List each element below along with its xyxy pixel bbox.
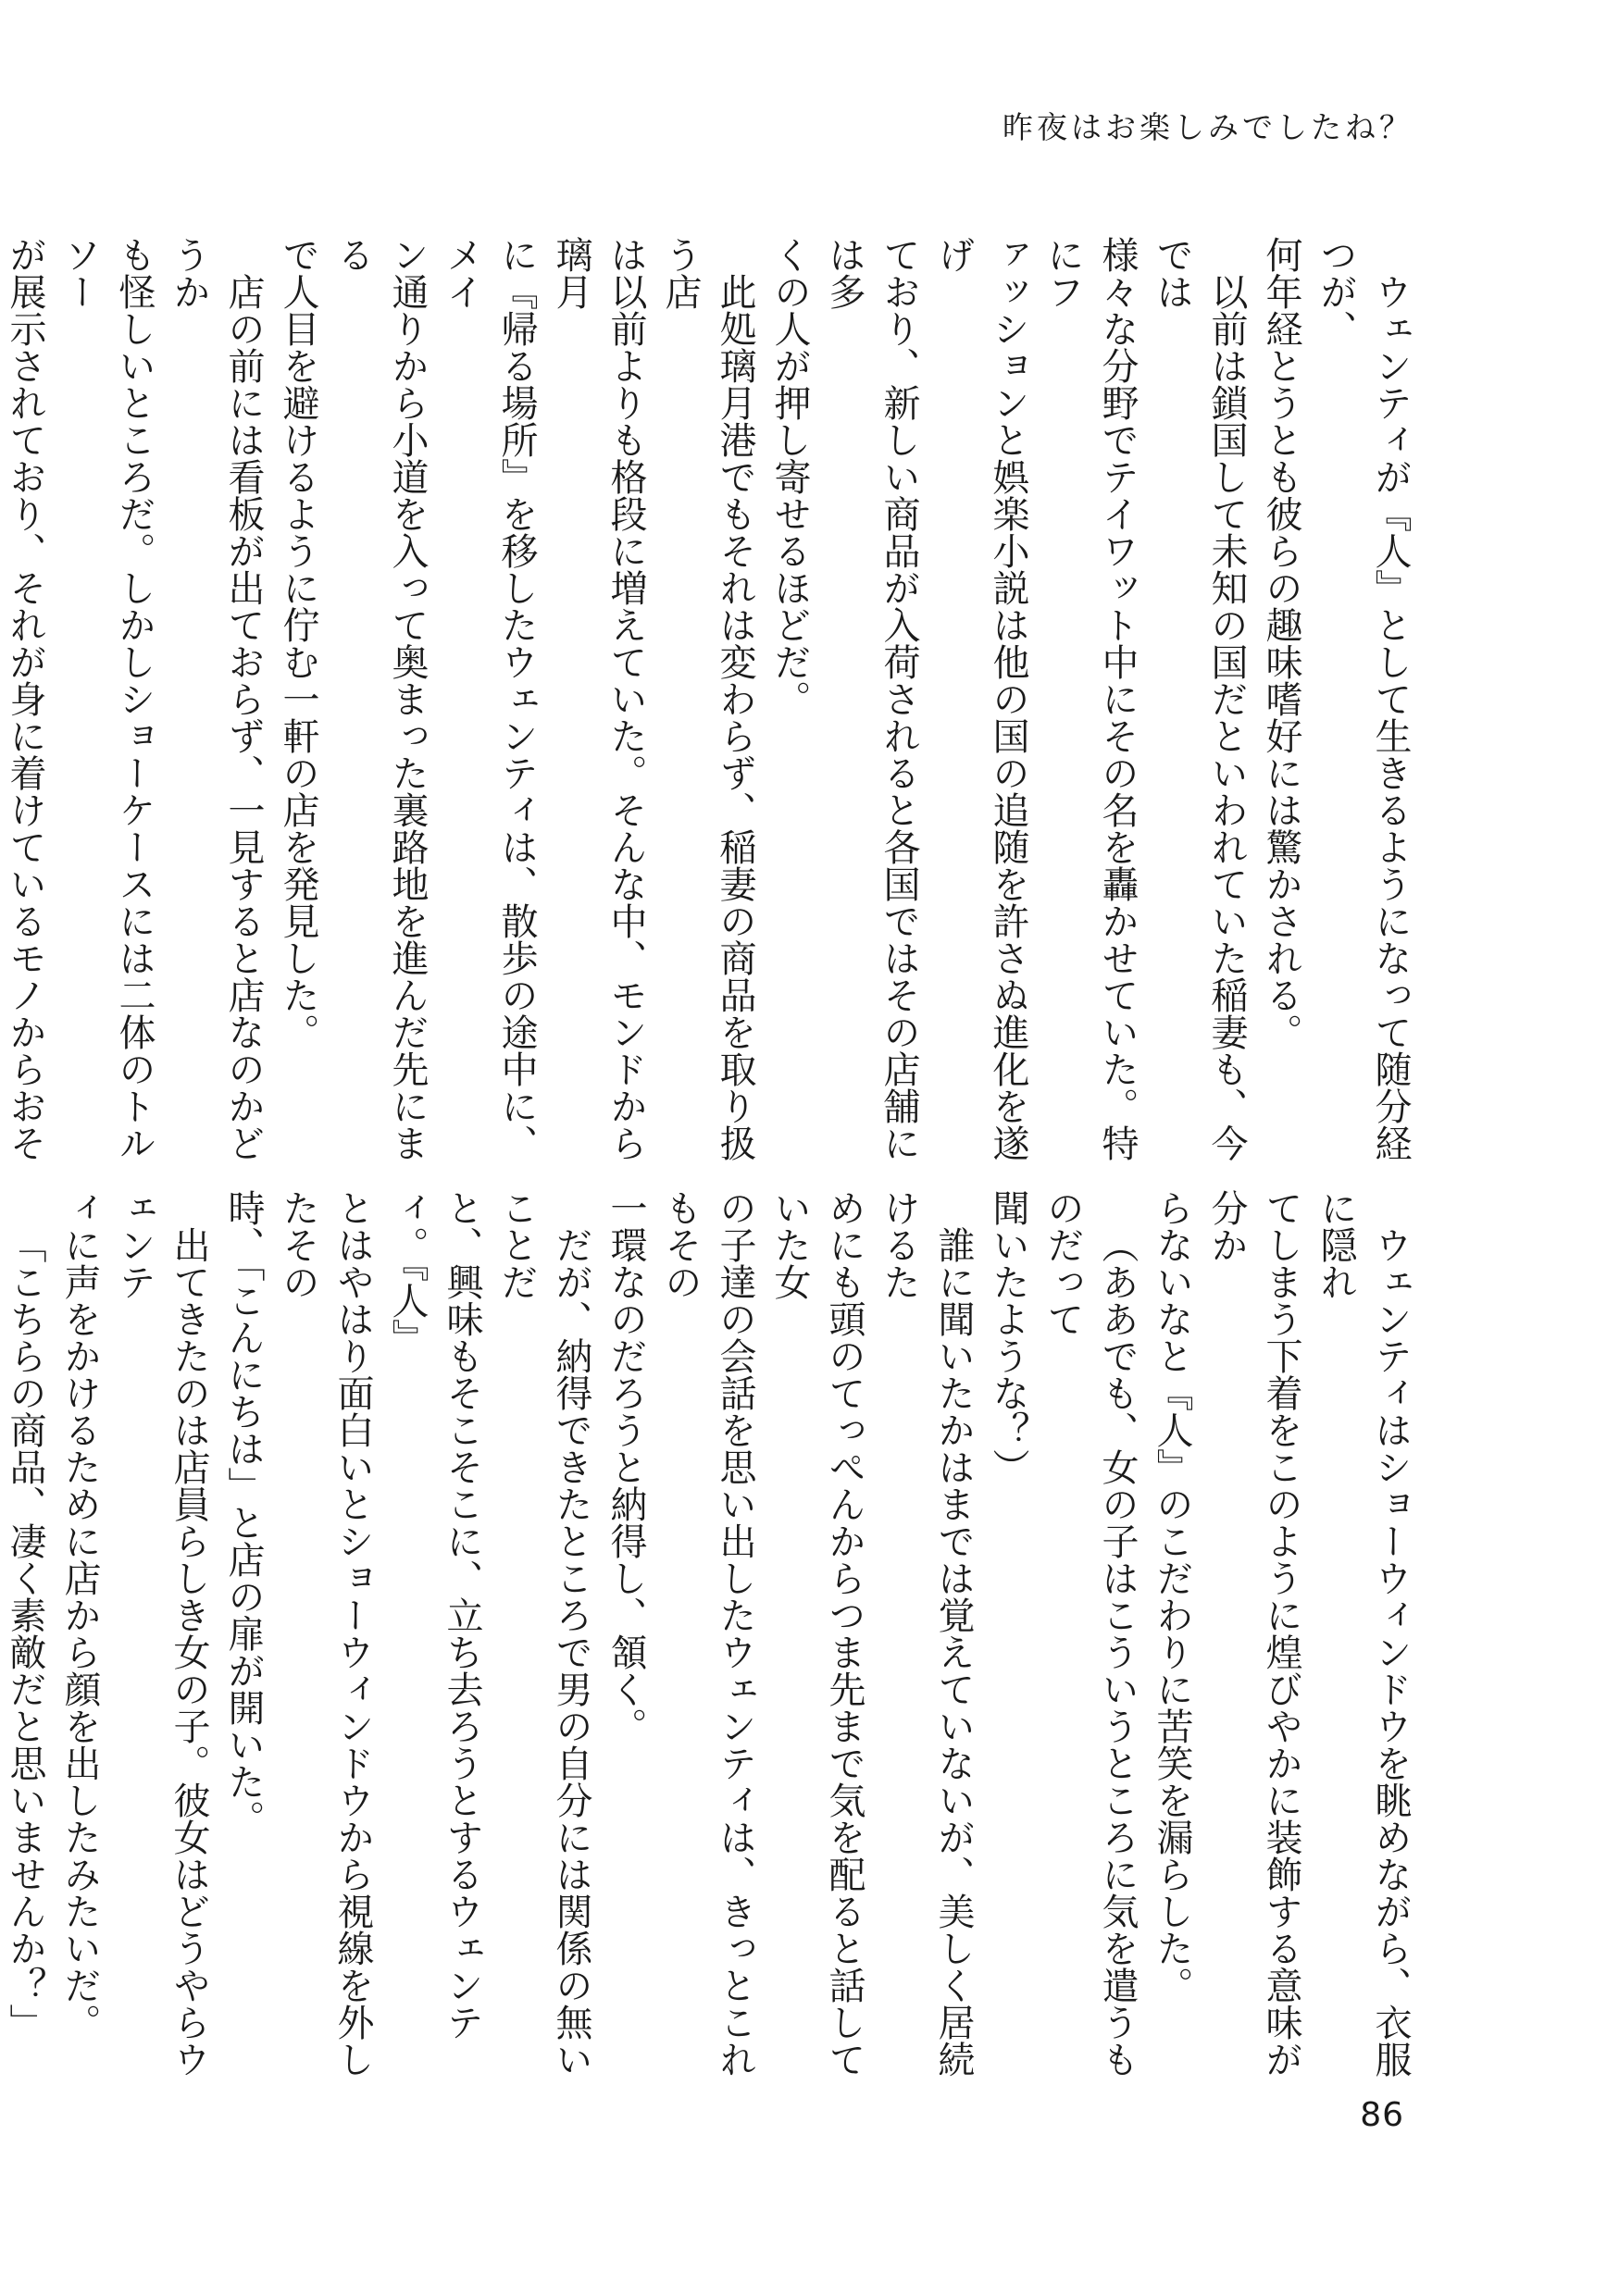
- paragraph: 誰に聞いたかはまでは覚えていないが、美しく居続けるた めにも頭のてっぺんからつま先まで気を配ると話していた女 の子達の会話を思い出したウェンティは、きっとこれもその 一環なのだろうと納得し、頷く。: [604, 1189, 975, 2078]
- paragraph: ウェンティはショーウィンドウを眺めながら、衣服に隠れ てしまう下着をこのように煌びやかに装飾する意味が分か らないなと『人』のこだわりに苦笑を漏らした。: [1151, 1189, 1412, 2078]
- body-text-upper-block: [4, 236, 1417, 1166]
- running-header-title: 昨夜はお楽しみでしたね？: [1003, 109, 1414, 145]
- paragraph: 店の前には看板が出ておらず、一見すると店なのかどうか も怪しいところだ。しかしショーケースには二体のトルソー が展示されており、それが身に着けているモノからおそ: [4, 236, 265, 1161]
- paragraph: （ああでも、女の子はこういうところに気を遣うものだって 聞いたような？）: [987, 1189, 1139, 2078]
- paragraph: 此処璃月港でもそれは変わらず、稲妻の商品を取り扱う店 は以前よりも格段に増えていた。そんな中、モンドから璃月 に『帰る場所』を移したウェンティは、散歩の途中に、メイ ン通りから小道を入って奥まった裏路地を進んだ先にまる で人目を避けるように佇む一軒の店を発見した。: [277, 236, 756, 1161]
- page-number: 86: [1360, 2096, 1404, 2134]
- paragraph: ウェンティが『人』として生きるようになって随分経つが、 何年経とうとも彼らの趣味嗜好には驚かされる。: [1260, 236, 1412, 1161]
- paragraph: 以前は鎖国して未知の国だといわれていた稲妻も、今では 様々な分野でテイワット中にその名を轟かせていた。特にフ ァッションと娯楽小説は他の国の追随を許さぬ進化を遂げ ており、新しい商品が入荷されると各国ではその店舗には多 くの人が押し寄せるほどだ。: [768, 236, 1248, 1161]
- paragraph: だが、納得できたところで男の自分には関係の無いことだ と、興味もそこそこに、立ち去ろうとするウェンティ。『人』 とはやはり面白いとショーウィンドウから視線を外したその 時、「こんにちは」と店の扉が開いた。: [222, 1189, 592, 2078]
- paragraph: 出てきたのは店員らしき女の子。彼女はどうやらウェンテ ィに声をかけるために店から顔を出したみたいだ。: [58, 1189, 210, 2078]
- body-text-lower-block: [4, 1189, 1417, 2082]
- paragraph: 「こちらの商品、凄く素敵だと思いませんか？」: [4, 1226, 46, 2041]
